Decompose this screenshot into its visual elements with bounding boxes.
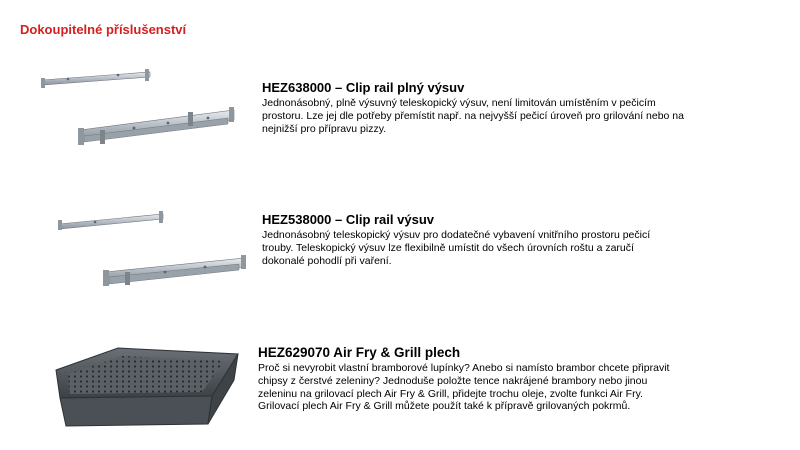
product-description: Jednonásobný, plně výsuvný teleskopický výsuv, není limitován umístěním v pečicím prostoru. Lze jej dle potřeby přemístit např. na nejvyšší pečicí úroveň pro grilování nebo na nejnižší pro přípravu pizzy. — [262, 97, 684, 135]
page-title: Dokoupitelné příslušenství — [20, 22, 187, 37]
perforated-baking-tray-icon — [48, 344, 242, 430]
product-description: Jednonásobný teleskopický výsuv pro dodatečné vybavení vnitřního prostoru pečicí trouby. Teleskopický výsuv lze flexibilně umístit do všech úrovních roštu a zaručí dokonalé pohodlí při vaření. — [262, 229, 651, 267]
product-text — [262, 212, 672, 267]
product-description: Proč si nevyrobit vlastní bramborové lupínky? Anebo si namísto brambor chcete připravit chipsy z čerstvé zeleniny? Jednoduše položte tence nakrájené brambory nebo jinou zeleninu na grilovací plech Air Fry & Grill, přidejte trochu oleje, zvolte funkci Air Fry. Grilovací plech Air Fry & Grill můžete použít také k přípravě grilovaných pokrmů. — [258, 362, 670, 413]
telescopic-rail-icon — [55, 200, 255, 292]
product-text — [258, 345, 678, 413]
product-heading: HEZ638000 – Clip rail plný výsuv — [262, 80, 465, 95]
telescopic-rail-full-extension-icon — [38, 64, 238, 154]
product-heading: HEZ538000 – Clip rail výsuv — [262, 212, 434, 227]
product-heading: HEZ629070 Air Fry & Grill plech — [258, 345, 461, 360]
product-text — [262, 80, 692, 135]
